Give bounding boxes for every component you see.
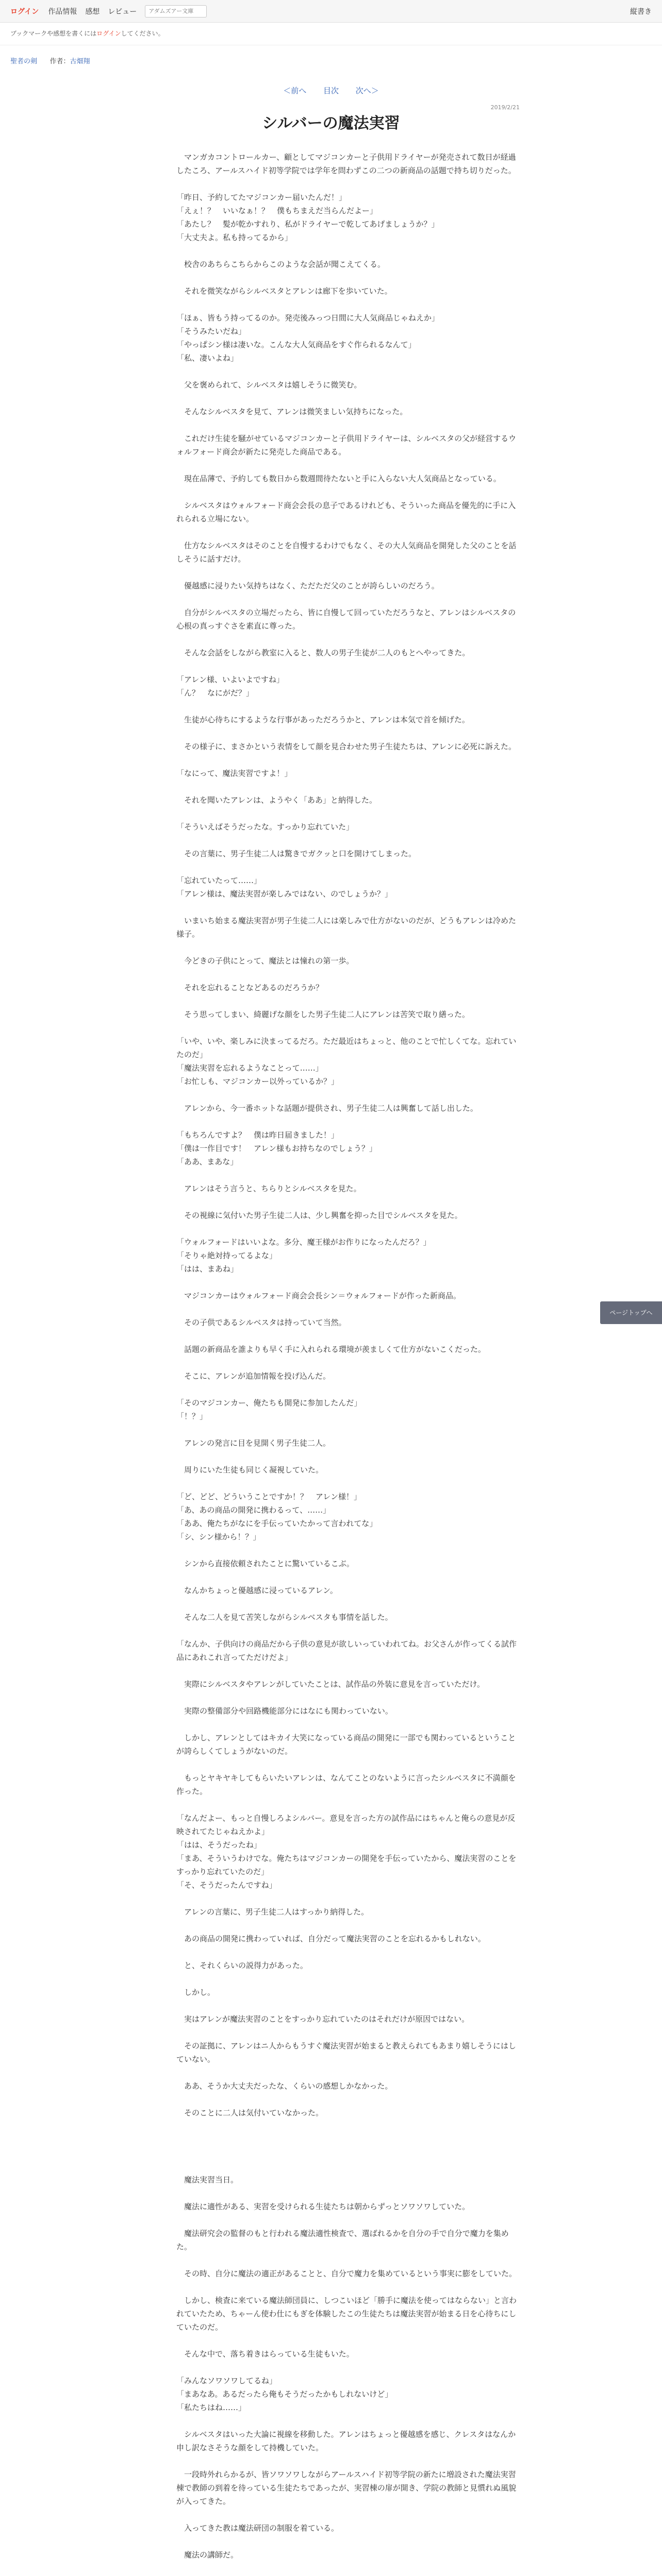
chapter-title: シルバーの魔法実習	[262, 114, 400, 132]
top-bar	[0, 0, 662, 23]
blank-line	[176, 1222, 520, 1235]
body-paragraph: 「ああ、まあな」	[176, 1157, 238, 1166]
blank-line	[176, 1597, 520, 1611]
body-paragraph: そんな会話をしながら教室に入ると、数人の男子生徒が二人のもとへやってきた。	[176, 648, 470, 657]
body-paragraph: そんなシルベスタを見て、アレンは微笑ましい気持ちになった。	[176, 407, 408, 416]
blank-line	[176, 2280, 520, 2294]
body-paragraph: 「ど、どど、どういうことですか！？ アレン様！」	[176, 1492, 362, 1501]
blank-line	[176, 271, 520, 284]
blank-line	[176, 1450, 520, 1463]
body-paragraph: 「そりゃ絶対持ってるよな」	[176, 1251, 277, 1260]
body-paragraph: 「！？」	[176, 1412, 208, 1421]
body-paragraph: 「私、凄いよね」	[176, 353, 239, 363]
body-paragraph: 周りにいた生徒も同じく凝視していた。	[176, 1465, 324, 1475]
body-paragraph: 「あ、あの商品の開発に携わるって、……」	[176, 1505, 331, 1515]
body-paragraph: 「いや、いや、楽しみに決まってるだろ。ただ最近はちょっと、他のことで忙しくてな。忘れていたのだ」	[176, 1037, 517, 1059]
body-paragraph: ああ、そうか大丈夫だったな、くらいの感想しかなかった。	[176, 2081, 393, 2091]
body-paragraph: しかし、アレンとしてはキカイ大笑になっている商品の開発に一部でも関わっているということが誇らしくてしょうがないのだ。	[176, 1733, 516, 1756]
body-paragraph: しかし、検査に来ている魔法師団員に、しつこいほど「勝手に魔法を使ってはならない」と言われていたため、ちゃーん使わ仕にもぎを体験したこの生徒たちは魔法実習が始まる日を心待ちにしていたのだ。	[176, 2296, 517, 2332]
body-paragraph: 「そういえばそうだったな。すっかり忘れていた」	[176, 822, 354, 832]
blank-line	[176, 1570, 520, 1584]
blank-line	[176, 365, 520, 378]
vertical-view-link[interactable]: 縦書き	[630, 7, 652, 16]
blank-line	[176, 418, 520, 432]
body-paragraph: その言葉に、男子生徒二人は驚きでガクッと口を開けてしまった。	[176, 849, 417, 858]
blank-line	[176, 2026, 520, 2039]
next-episode-link[interactable]: 次へ＞	[355, 86, 379, 95]
nav-works-link[interactable]: 作品情報	[48, 7, 77, 16]
body-paragraph: 「シ、シン様から！？」	[176, 1532, 261, 1541]
body-paragraph: あの商品の開発に携わっていれば、自分だって魔法実習のことを忘れるかもしれない。	[176, 1934, 486, 1943]
notice-text-before: ブックマークや感想を書くには	[10, 30, 97, 37]
body-paragraph: アレンの発言に目を見開く男子生徒二人。	[176, 1438, 331, 1448]
blank-line	[176, 2253, 520, 2267]
blank-line	[176, 753, 520, 767]
body-paragraph: 「そ、そうだったんですね」	[176, 1880, 277, 1890]
blank-line	[176, 2562, 520, 2575]
body-paragraph: 一段時外れらかるが、皆ソワソワしながらアールスハイド初等学院の新たに増設された魔法実習棟で教師の到着を待っている生徒たちであったが、実習棟の扉が開き、学院の教師と見慣れぬ風貌が入ってきた。	[176, 2470, 517, 2506]
login-notice	[0, 23, 662, 45]
blank-line	[176, 659, 520, 673]
blank-line	[176, 2334, 520, 2347]
body-paragraph: 「ウォルフォードはいいよな。多分、魔王様がお作りになったんだろ？」	[176, 1238, 431, 1247]
blank-line	[176, 2146, 520, 2160]
blank-line	[176, 2120, 520, 2133]
blank-line	[176, 2133, 520, 2146]
blank-line	[176, 2414, 520, 2428]
blank-line	[176, 1383, 520, 1396]
body-paragraph: 「そうみたいだね」	[176, 327, 246, 336]
body-paragraph: もっとヤキヤキしてもらいたいアレンは、なんてことのないように言ったシルベスタに不満顔を作った。	[176, 1773, 516, 1796]
login-link[interactable]: ログイン	[10, 7, 39, 16]
body-paragraph: これだけ生徒を騒がせているマジコンカーと子供用ドライヤーは、シルベスタの父が経営するウォルフォード商会が新たに発売した商品である。	[176, 434, 517, 456]
body-paragraph: シルベスタはウォルフォード商会会長の息子であるけれども、そういった商品を優先的に手に入れられる立場にない。	[176, 501, 516, 523]
body-paragraph: シンから直接依頼されたことに驚いているこぶ。	[176, 1559, 354, 1568]
body-paragraph: 「大丈夫よ。私も持ってるから」	[176, 233, 293, 242]
body-paragraph: そこに、アレンが追加情報を投げ込んだ。	[176, 1371, 331, 1381]
body-paragraph: マンガカコントロールカー、顧としてマジコンカーと子供用ドライヤーが発売されて数日が経過したころ、アールスハイド初等学院では学年を問わずこの二つの新商品の話題で持ち切りだった。	[176, 152, 516, 175]
table-of-contents-link[interactable]: 目次	[323, 86, 339, 95]
body-paragraph: 「私たちはね……」	[176, 2403, 246, 2412]
body-paragraph: そんな中で、落ち着きはらっている生徒もいた。	[176, 2349, 354, 2359]
blank-line	[176, 592, 520, 606]
blank-line	[176, 780, 520, 793]
blank-line	[176, 1798, 520, 1811]
blank-line	[176, 1115, 520, 1128]
body-paragraph: 「ほぁ、皆もう持ってるのか。発売後みっつ日間に大人気商品じゃねえか」	[176, 313, 440, 323]
blank-line	[176, 485, 520, 499]
body-paragraph: そう思ってしまい、綺麗げな顔をした男子生徒二人にアレンは苦笑で取り繕った。	[176, 1010, 470, 1019]
body-paragraph: その時、自分に魔法の適正があることと、自分で魔力を集めているという事実に膨をしていた。	[176, 2269, 517, 2278]
chapter-body	[176, 150, 520, 2576]
body-paragraph: それを聞いたアレンは、ようやく「ああ」と納得した。	[176, 795, 377, 805]
body-paragraph: 「やっぱシン様は凄いな。こんな大人気商品をすぐ作られるなんて」	[176, 340, 416, 349]
blank-line	[176, 1329, 520, 1343]
body-paragraph: 実はアレンが魔法実習のことをすっかり忘れていたのはそれだけが原因ではない。	[176, 2014, 470, 2024]
prev-episode-link[interactable]: ＜前へ	[283, 86, 307, 95]
body-paragraph: 「そのマジコンカー、俺たちも開発に参加したんだ」	[176, 1398, 362, 1408]
blank-line	[176, 1972, 520, 1986]
blank-line	[176, 1088, 520, 1101]
body-paragraph: 「はは、そうだったね」	[176, 1840, 262, 1850]
body-paragraph: と、それくらいの説得力があった。	[176, 1961, 308, 1970]
blank-line	[176, 2508, 520, 2521]
notice-login-link[interactable]: ログイン	[96, 30, 121, 37]
author-label: 作者：	[49, 58, 70, 65]
body-paragraph: いまいち始まる魔法実習が男子生徒二人には楽しみで仕方がないのだが、どうもアレンは冷めた様子。	[176, 916, 517, 939]
blank-line	[176, 2213, 520, 2227]
body-paragraph: 校舎のあちらこちらからこのような会話が聞こえてくる。	[176, 260, 386, 269]
blank-line	[176, 1758, 520, 1771]
body-paragraph: 「なんだよー、もっと自慢しろよシルバー。意見を言った方の試作品にはちゃんと俺らの意見が反映されてたじゃねえかよ」	[176, 1814, 516, 1836]
work-title-link[interactable]: 聖者の剣	[10, 58, 38, 65]
body-paragraph: 仕方なシルベスタはそのことを自慢するわけでもなく、その大人気商品を開発した父のことを話しそうに話すだけ。	[176, 541, 517, 564]
body-paragraph: 「まあなあ。あるだったら俺もそうだったかもしれないけど」	[176, 2389, 393, 2399]
body-paragraph: 実際にシルベスタやアレンがしていたことは、試作品の外装に意見を言っていただけ。	[176, 1680, 485, 1689]
blank-line	[176, 700, 520, 713]
body-paragraph: 「もちろんですよ？ 僕は昨日届きました！」	[176, 1130, 339, 1140]
blank-line	[176, 1892, 520, 1905]
author-link[interactable]: 古畑翔	[70, 58, 90, 65]
body-paragraph: 「お忙しも、マジコンカー以外っているか？」	[176, 1077, 339, 1086]
body-paragraph: それを忘れることなどあるのだろうか？	[176, 983, 324, 992]
body-paragraph: 現在品薄で、予約しても数日から数週間待たないと手に入らない大人気商品となっている。	[176, 474, 501, 483]
body-paragraph: 優越感に浸りたい気持ちはなく、ただただ父のことが誇らしいのだろう。	[176, 581, 439, 590]
body-paragraph: 「忘れていたって……」	[176, 876, 262, 885]
body-paragraph: 「なんか、子供向けの商品だから子供の意見が欲しいっていわれてね。お父さんが作ってくる試作品にあれこれ言ってただけだよ」	[176, 1639, 517, 1662]
body-paragraph: 今どきの子供にとって、魔法とは憧れの第一歩。	[176, 956, 354, 965]
body-paragraph: マジコンカーはウォルフォード商会会長シン＝ウォルフォードが作った新商品。	[176, 1291, 461, 1300]
blank-line	[176, 459, 520, 472]
body-paragraph: 「えぇ！？ いいなぁ！？ 僕もちまえだ当らんだよー」	[176, 206, 378, 215]
blank-line	[176, 2066, 520, 2079]
body-paragraph: しかし。	[176, 1988, 216, 1997]
blank-line	[176, 526, 520, 539]
blank-line	[176, 244, 520, 258]
blank-line	[176, 392, 520, 405]
blank-line	[176, 834, 520, 847]
blank-line	[176, 1423, 520, 1436]
body-paragraph: 「なにって、魔法実習ですよ！」	[176, 769, 292, 778]
body-paragraph: 「ん？ なにがだ？」	[176, 688, 254, 698]
body-paragraph: 「あたし？ 髪が乾かすれり、私がドライヤーで乾してあげましょうか？」	[176, 219, 439, 229]
blank-line	[176, 1624, 520, 1637]
blank-line	[176, 2187, 520, 2200]
search-input[interactable]	[145, 5, 207, 18]
blank-line	[176, 860, 520, 874]
body-paragraph: 魔法の講師だ。	[176, 2550, 239, 2560]
breadcrumb	[0, 45, 662, 75]
blank-line	[176, 1477, 520, 1490]
blank-line	[176, 1276, 520, 1289]
body-paragraph: その子供であるシルベスタは持っていて当然。	[176, 1318, 346, 1327]
body-paragraph: 魔法実習当日。	[176, 2175, 239, 2184]
body-paragraph: アレンはそう言うと、ちらりとシルベスタを見た。	[176, 1184, 361, 1193]
body-paragraph: そんな二人を見て苦笑しながらシルベスタも事情を話した。	[176, 1613, 393, 1622]
body-paragraph: シルベスタはいった大論に視線を移動した。アレンはちょっと優越感を感じ、クレスタはなんか申し訳なさそうな顔をして持機していた。	[176, 2430, 516, 2452]
blank-line	[176, 1919, 520, 1932]
blank-line	[176, 941, 520, 954]
episode-pager	[0, 75, 662, 106]
body-paragraph: 話題の新商品を誰よりも早く手に入れられる環境が羨ましくて仕方がないこくだった。	[176, 1345, 486, 1354]
body-paragraph: アレンの言葉に、男子生徒二人はすっかり納得した。	[176, 1907, 369, 1917]
body-paragraph: 入ってきた教は魔法研団の制服を着ている。	[176, 2523, 339, 2533]
body-paragraph: それを微笑ながらシルベスタとアレンは廊下を歩いていた。	[176, 286, 392, 296]
nav-impressions-link[interactable]: 感想	[85, 7, 100, 16]
blank-line	[176, 1021, 520, 1035]
blank-line	[176, 1356, 520, 1369]
blank-line	[176, 2535, 520, 2548]
body-paragraph: 「アレン様、いよいよですね」	[176, 675, 285, 684]
body-paragraph: 「昨日、予約してたマジコンカー届いたんだ！」	[176, 193, 347, 202]
blank-line	[176, 1544, 520, 1557]
blank-line	[176, 901, 520, 914]
notice-text-after: してください。	[121, 30, 164, 37]
body-paragraph: その証拠に、アレンはニ人からもうすぐ魔法実習が始まると教えられてもあまり嬉しそうにはしていない。	[176, 2041, 517, 2064]
blank-line	[176, 2454, 520, 2468]
blank-line	[176, 298, 520, 311]
blank-line	[176, 177, 520, 191]
blank-line	[176, 1168, 520, 1182]
body-paragraph: 父を褒められて、シルベスタは嬉しそうに微笑む。	[176, 380, 362, 389]
body-paragraph: その様子に、まさかという表情をして顔を見合わせた男子生徒たちは、アレンに必死に訴えた。	[176, 742, 517, 751]
post-date: 2019/2/21	[490, 104, 520, 111]
blank-line	[176, 566, 520, 579]
breadcrumb-sep	[42, 58, 44, 65]
body-paragraph: アレンから、今一番ホットな話題が提供され、男子生徒二人は興奮して話し出した。	[176, 1104, 478, 1113]
blank-line	[176, 994, 520, 1008]
body-paragraph: 自分がシルベスタの立場だったら、皆に自慢して回っていただろうなと、アレンはシルベスタの心根の真っすぐさを素直に尊った。	[176, 608, 516, 631]
blank-line	[176, 1302, 520, 1316]
blank-line	[176, 968, 520, 981]
blank-line	[176, 2361, 520, 2374]
body-paragraph: 「魔法実習を忘れるようなことって……」	[176, 1063, 323, 1073]
blank-line	[176, 1999, 520, 2012]
blank-line	[176, 1664, 520, 1677]
page-top-button[interactable]: ページトップへ	[600, 1301, 662, 1324]
blank-line	[176, 633, 520, 646]
body-paragraph: 実際の整備部分や回路機能部分にはなにも関わっていない。	[176, 1706, 393, 1716]
body-paragraph: 「まあ、そういうわけでな。俺たちはマジコンカーの開発を手伝っていたから、魔法実習のことをすっかり忘れていたのだ」	[176, 1854, 517, 1876]
body-paragraph: 「ああ、俺たちがなにを手伝っていたかって言われてな」	[176, 1519, 377, 1528]
body-paragraph: なんかちょっと優越感に浸っているアレン。	[176, 1586, 338, 1595]
body-paragraph: 生徒が心待ちにするような行事があっただろうかと、アレンは本気で首を傾げた。	[176, 715, 470, 724]
blank-line	[176, 1718, 520, 1731]
blank-line	[176, 726, 520, 740]
body-paragraph: そのことに二人は気付いていなかった。	[176, 2108, 324, 2117]
body-paragraph: 「みんなソワソワしてるね」	[176, 2376, 277, 2385]
blank-line	[176, 2093, 520, 2106]
body-paragraph: その視線に気付いた男子生徒二人は、少し興奮を抑った目でシルベスタを見た。	[176, 1211, 462, 1220]
blank-line	[176, 1195, 520, 1209]
blank-line	[176, 1691, 520, 1704]
body-paragraph: 「はは、まあね」	[176, 1264, 239, 1274]
body-paragraph: 「アレン様は、魔法実習が楽しみではない、のでしょうか？」	[176, 889, 393, 899]
body-paragraph: 「僕は一作目です！ アレン様もお持ちなのでしょう？」	[176, 1144, 377, 1153]
body-paragraph: 魔法に適性がある、実習を受けられる生徒たちは朝からずっとソワソワしていた。	[176, 2202, 470, 2211]
body-paragraph: 魔法研究会の監督のもと行われる魔法適性検査で、選ばれるかを自分の手で自分で魔力を集めた。	[176, 2229, 509, 2251]
blank-line	[176, 2160, 520, 2173]
blank-line	[176, 807, 520, 820]
nav-review-link[interactable]: レビュー	[108, 7, 137, 16]
blank-line	[176, 1945, 520, 1959]
